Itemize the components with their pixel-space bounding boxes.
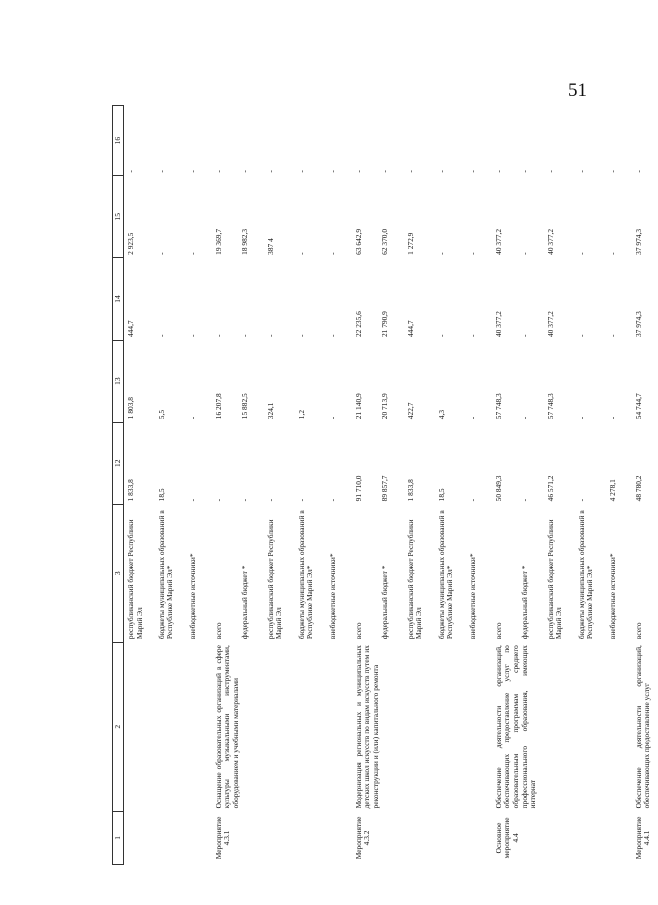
value-col-16: - — [519, 170, 529, 173]
value-col-12: 91 710,0 — [353, 475, 363, 502]
value-col-13: - — [187, 416, 197, 420]
value-col-16: - — [265, 170, 275, 173]
table-row — [632, 106, 658, 865]
funding-source: республиканский бюджет Республики Марий Эл — [126, 519, 144, 640]
value-col-14: 22 235,6 — [353, 311, 363, 338]
funding-source: республиканский бюджет Республики Марий Эл — [405, 519, 424, 640]
value-col-15: - — [519, 252, 529, 255]
value-col-12: - — [187, 498, 197, 502]
value-col-16: - — [467, 170, 477, 173]
column-header: 14 — [113, 258, 124, 340]
value-col-14: - — [187, 334, 197, 338]
funding-source: всего — [353, 622, 363, 640]
value-col-16: - — [379, 170, 389, 173]
column-header: 3 — [113, 504, 124, 642]
value-col-14: - — [265, 334, 275, 338]
value-col-14: 21 790,9 — [379, 311, 389, 338]
value-col-15: 18 982,3 — [239, 228, 249, 255]
value-col-13: 57 748,3 — [545, 393, 555, 420]
column-header: 13 — [113, 340, 124, 422]
value-col-12: 1 833,8 — [126, 479, 135, 502]
value-col-15: - — [327, 252, 337, 255]
column-header: 15 — [113, 176, 124, 258]
value-col-13: 21 140,9 — [353, 393, 363, 420]
value-col-13: 4,3 — [436, 409, 446, 420]
value-col-13: 1,2 — [296, 409, 306, 420]
table-row — [352, 106, 378, 865]
value-col-12: 50 849,3 — [493, 475, 503, 502]
value-col-13: - — [467, 416, 477, 420]
value-col-16: - — [213, 170, 223, 173]
value-col-12: - — [213, 498, 223, 502]
value-col-15: - — [187, 252, 197, 255]
value-col-16: - — [327, 170, 337, 173]
activity-code: Мероприятие 4.4.1 — [633, 816, 652, 860]
value-col-15: - — [156, 252, 166, 255]
value-col-16: - — [493, 170, 503, 173]
column-header: 2 — [113, 642, 124, 811]
funding-source: всего — [493, 622, 503, 640]
value-col-12: - — [265, 498, 275, 502]
value-col-16: - — [353, 170, 363, 173]
funding-source: бюджеты муниципальных образований в Республике Марий Эл* — [576, 510, 595, 640]
activity-code — [124, 811, 212, 864]
value-col-15: 19 369,7 — [213, 228, 223, 255]
value-col-15: - — [576, 252, 586, 255]
value-col-16: - — [545, 170, 555, 173]
value-col-15: 1 272,9 — [405, 232, 415, 255]
value-col-16: - — [126, 170, 135, 173]
value-col-12: 89 857,7 — [379, 475, 389, 502]
value-col-14: - — [213, 334, 223, 338]
value-col-13: - — [327, 416, 337, 420]
value-col-12: 4 278,1 — [607, 479, 617, 502]
funding-source: федеральный бюджет * — [379, 565, 389, 640]
table-header — [113, 106, 124, 865]
rotated-table-frame — [112, 105, 652, 865]
value-col-15: - — [467, 252, 477, 255]
funding-source: бюджеты муниципальных образований в Республике Марий Эл* — [436, 510, 455, 640]
funding-source: федеральный бюджет * — [519, 565, 529, 640]
activity-code: Мероприятие 4.3.1 — [213, 816, 232, 860]
column-header: 12 — [113, 422, 124, 504]
value-col-12: - — [296, 498, 306, 502]
funding-source: всего — [633, 622, 643, 640]
value-col-14: - — [296, 334, 306, 338]
activity-title: Обеспечение деятельности организаций, обеспечивающих предоставление услуг — [633, 645, 652, 809]
value-col-13: 54 744,7 — [633, 393, 643, 420]
value-col-12: 18,5 — [436, 488, 446, 502]
funding-source: внебюджетные источники* — [327, 553, 337, 640]
value-col-15: 37 974,3 — [633, 228, 643, 255]
value-col-14: - — [436, 334, 446, 338]
value-col-15: 2 923,5 — [126, 232, 135, 255]
funding-source: республиканский бюджет Республики Марий Эл — [265, 519, 284, 640]
value-col-12: - — [576, 498, 586, 502]
value-col-16: - — [156, 170, 166, 173]
activity-title: Оснащение образовательных организаций в сфере культуры музыкальными инструментами, оборудованием и учебными материалами — [213, 645, 240, 809]
value-col-16: - — [607, 170, 617, 173]
table-row — [492, 106, 518, 865]
value-col-12: - — [519, 498, 529, 502]
funding-source: федеральный бюджет * — [239, 565, 249, 640]
value-col-13: 16 207,8 — [213, 393, 223, 420]
activity-title: Модернизация региональных и муниципальных детских школ искусств по видам искусств путем их реконструкции и (или) капитального ремонта — [353, 645, 380, 809]
value-col-15: - — [296, 252, 306, 255]
value-col-14: - — [607, 334, 617, 338]
value-col-16: - — [576, 170, 586, 173]
column-header: 16 — [113, 106, 124, 176]
value-col-16: - — [405, 170, 415, 173]
value-col-15: 63 642,9 — [353, 228, 363, 255]
value-col-14: 444,7 — [126, 320, 135, 338]
table-row — [212, 106, 238, 865]
value-col-12: 1 833,8 — [405, 479, 415, 502]
value-col-14: - — [467, 334, 477, 338]
value-col-14: - — [576, 334, 586, 338]
value-col-13: - — [607, 416, 617, 420]
value-col-12: 48 780,2 — [633, 475, 643, 502]
value-col-16: - — [239, 170, 249, 173]
value-col-15: 387 4 — [265, 238, 275, 255]
value-col-13: 15 882,5 — [239, 393, 249, 420]
value-col-15: - — [607, 252, 617, 255]
value-col-13: 5,5 — [156, 409, 166, 420]
value-col-16: - — [436, 170, 446, 173]
value-col-12: - — [327, 498, 337, 502]
table-body — [124, 106, 658, 865]
value-col-16: - — [187, 170, 197, 173]
activity-title: Обеспечение деятельности организаций, обеспечивающих предоставление услуг по образовательным программам среднего профессионального образования, имеющих интернат — [493, 645, 538, 809]
funding-source: внебюджетные источники* — [187, 553, 197, 640]
activity-title — [124, 642, 212, 811]
value-col-15: - — [436, 252, 446, 255]
value-col-16: - — [633, 170, 643, 173]
value-col-13: 57 748,3 — [493, 393, 503, 420]
value-col-13: 20 713,9 — [379, 393, 389, 420]
value-col-14: 37 974,3 — [633, 311, 643, 338]
funding-source: республиканский бюджет Республики Марий Эл — [545, 519, 564, 640]
page-number: 51 — [568, 80, 587, 101]
activity-code: Мероприятие 4.3.2 — [353, 816, 372, 860]
value-col-15: 40 377,2 — [493, 228, 503, 255]
funding-source: всего — [213, 622, 223, 640]
header-row — [113, 106, 124, 865]
table-row — [124, 106, 155, 865]
value-col-14: - — [327, 334, 337, 338]
value-col-14: 40 377,2 — [545, 311, 555, 338]
budget-table — [112, 105, 658, 865]
column-header: 1 — [113, 811, 124, 864]
value-col-15: 62 370,0 — [379, 228, 389, 255]
funding-source: бюджеты муниципальных образований в Республике Марий Эл* — [296, 510, 315, 640]
value-col-13: - — [576, 416, 586, 420]
value-col-13: - — [519, 416, 529, 420]
funding-source: внебюджетные источники* — [607, 553, 617, 640]
value-col-13: 1 803,8 — [126, 397, 135, 420]
value-col-12: - — [239, 498, 249, 502]
value-col-14: 40 377,2 — [493, 311, 503, 338]
value-col-15: 40 377,2 — [545, 228, 555, 255]
value-col-13: 422,7 — [405, 402, 415, 420]
value-col-13: 324,1 — [265, 402, 275, 420]
value-col-16: - — [296, 170, 306, 173]
value-col-12: 46 571,2 — [545, 475, 555, 502]
value-col-12: - — [467, 498, 477, 502]
value-col-12: 18,5 — [156, 488, 166, 502]
funding-source: внебюджетные источники* — [467, 553, 477, 640]
funding-source: бюджеты муниципальных образований в Республике Марий Эл* — [156, 510, 175, 640]
value-col-14: 444,7 — [405, 320, 415, 338]
value-col-14: - — [156, 334, 166, 338]
activity-code: Основное мероприятие 4.4 — [493, 817, 520, 859]
value-col-14: - — [239, 334, 249, 338]
value-col-14: - — [519, 334, 529, 338]
